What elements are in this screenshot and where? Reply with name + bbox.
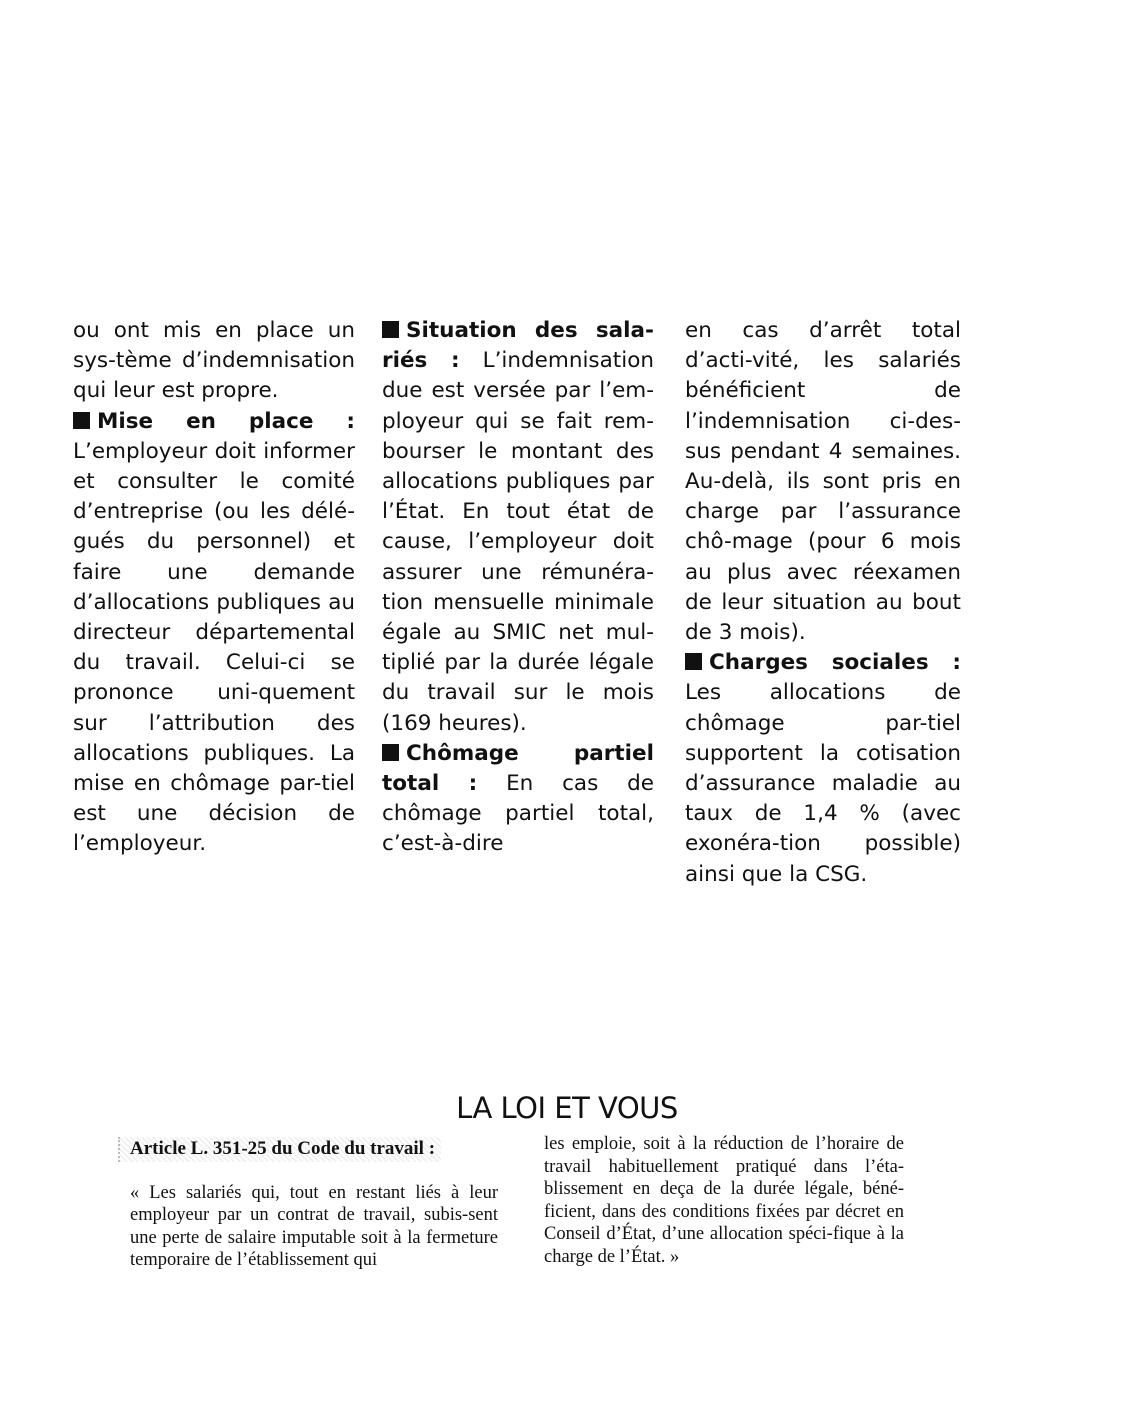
article-label: Article L. 351-25 du Code du travail : <box>118 1137 441 1162</box>
chomage-heading: Chômage partiel total : <box>382 740 654 797</box>
col3-continuation: en cas d’arrêt total d’acti-vité, les salariés bénéficient de l’indemnisation ci-des-sus pendant 4 semaines. Au-delà, ils sont pris en charge par l’assurance chô-mage (pour 6 mois au plus avec réexamen de leur situation au bout de 3 mois). <box>685 318 961 646</box>
column-1 <box>73 316 355 860</box>
section-chomage-partiel <box>382 739 654 860</box>
bullet-square-icon <box>382 744 399 761</box>
charges-body: Les allocations de chômage par-tiel supportent la cotisation d’assurance maladie au taux de 1,4 % (avec exonéra-tion possible) ainsi que la CSG. <box>685 680 961 887</box>
section-mise-en-place <box>73 407 355 860</box>
col1-intro: ou ont mis en place un sys-tème d’indemnisation qui leur est propre. <box>73 318 355 404</box>
bullet-square-icon <box>73 412 90 429</box>
mise-en-place-body: L’employeur doit informer et consulter le comité d’entreprise (ou les délé-gués du personnel) et faire une demande d’allocations publiques au directeur départemental du travail. Celui-ci se prononce uni-quement sur l’attribution des allocations publiques. La mise en chômage par-tiel est une décision de l’employeur. <box>73 438 355 857</box>
chomage-body: En cas de chômage partiel total, c’est-à-dire <box>382 771 654 857</box>
column-3 <box>685 316 961 890</box>
column-2 <box>382 316 654 860</box>
law-quote-right: les emploie, soit à la réduction de l’horaire de travail habituellement pratiqué dans l’éta-blissement en deça de la durée légale, béné-ficient, dans des conditions fixées par décret en Conseil d’État, d’une allocation spéci-fique à la charge de l’État. » <box>544 1134 904 1267</box>
situation-body: L’indemnisation due est versée par l’em-ployeur qui se fait rem-bourser le montant des allocations publiques par l’État. En tout état de cause, l’employeur doit assurer une rémunéra-tion mensuelle minimale égale au SMIC net mul-tiplié par la durée légale du travail sur le mois (169 heures). <box>382 348 654 736</box>
situation-heading: Situation des sala-riés : <box>382 318 654 374</box>
charges-heading: Charges sociales : <box>709 650 961 676</box>
law-section-title: LA LOI ET VOUS <box>456 1091 678 1125</box>
section-situation <box>382 316 654 739</box>
law-quote-left: « Les salariés qui, tout en restant liés à leur employeur par un contrat de travail, subis-sent une perte de salaire imputable soit à la fermeture temporaire de l’établissement qui <box>130 1182 498 1270</box>
section-charges-sociales <box>685 648 961 890</box>
bullet-square-icon <box>382 321 399 338</box>
bullet-square-icon <box>685 653 702 670</box>
mise-en-place-heading: Mise en place : <box>97 408 355 434</box>
law-left-column <box>130 1137 498 1272</box>
law-right-column <box>544 1133 904 1268</box>
